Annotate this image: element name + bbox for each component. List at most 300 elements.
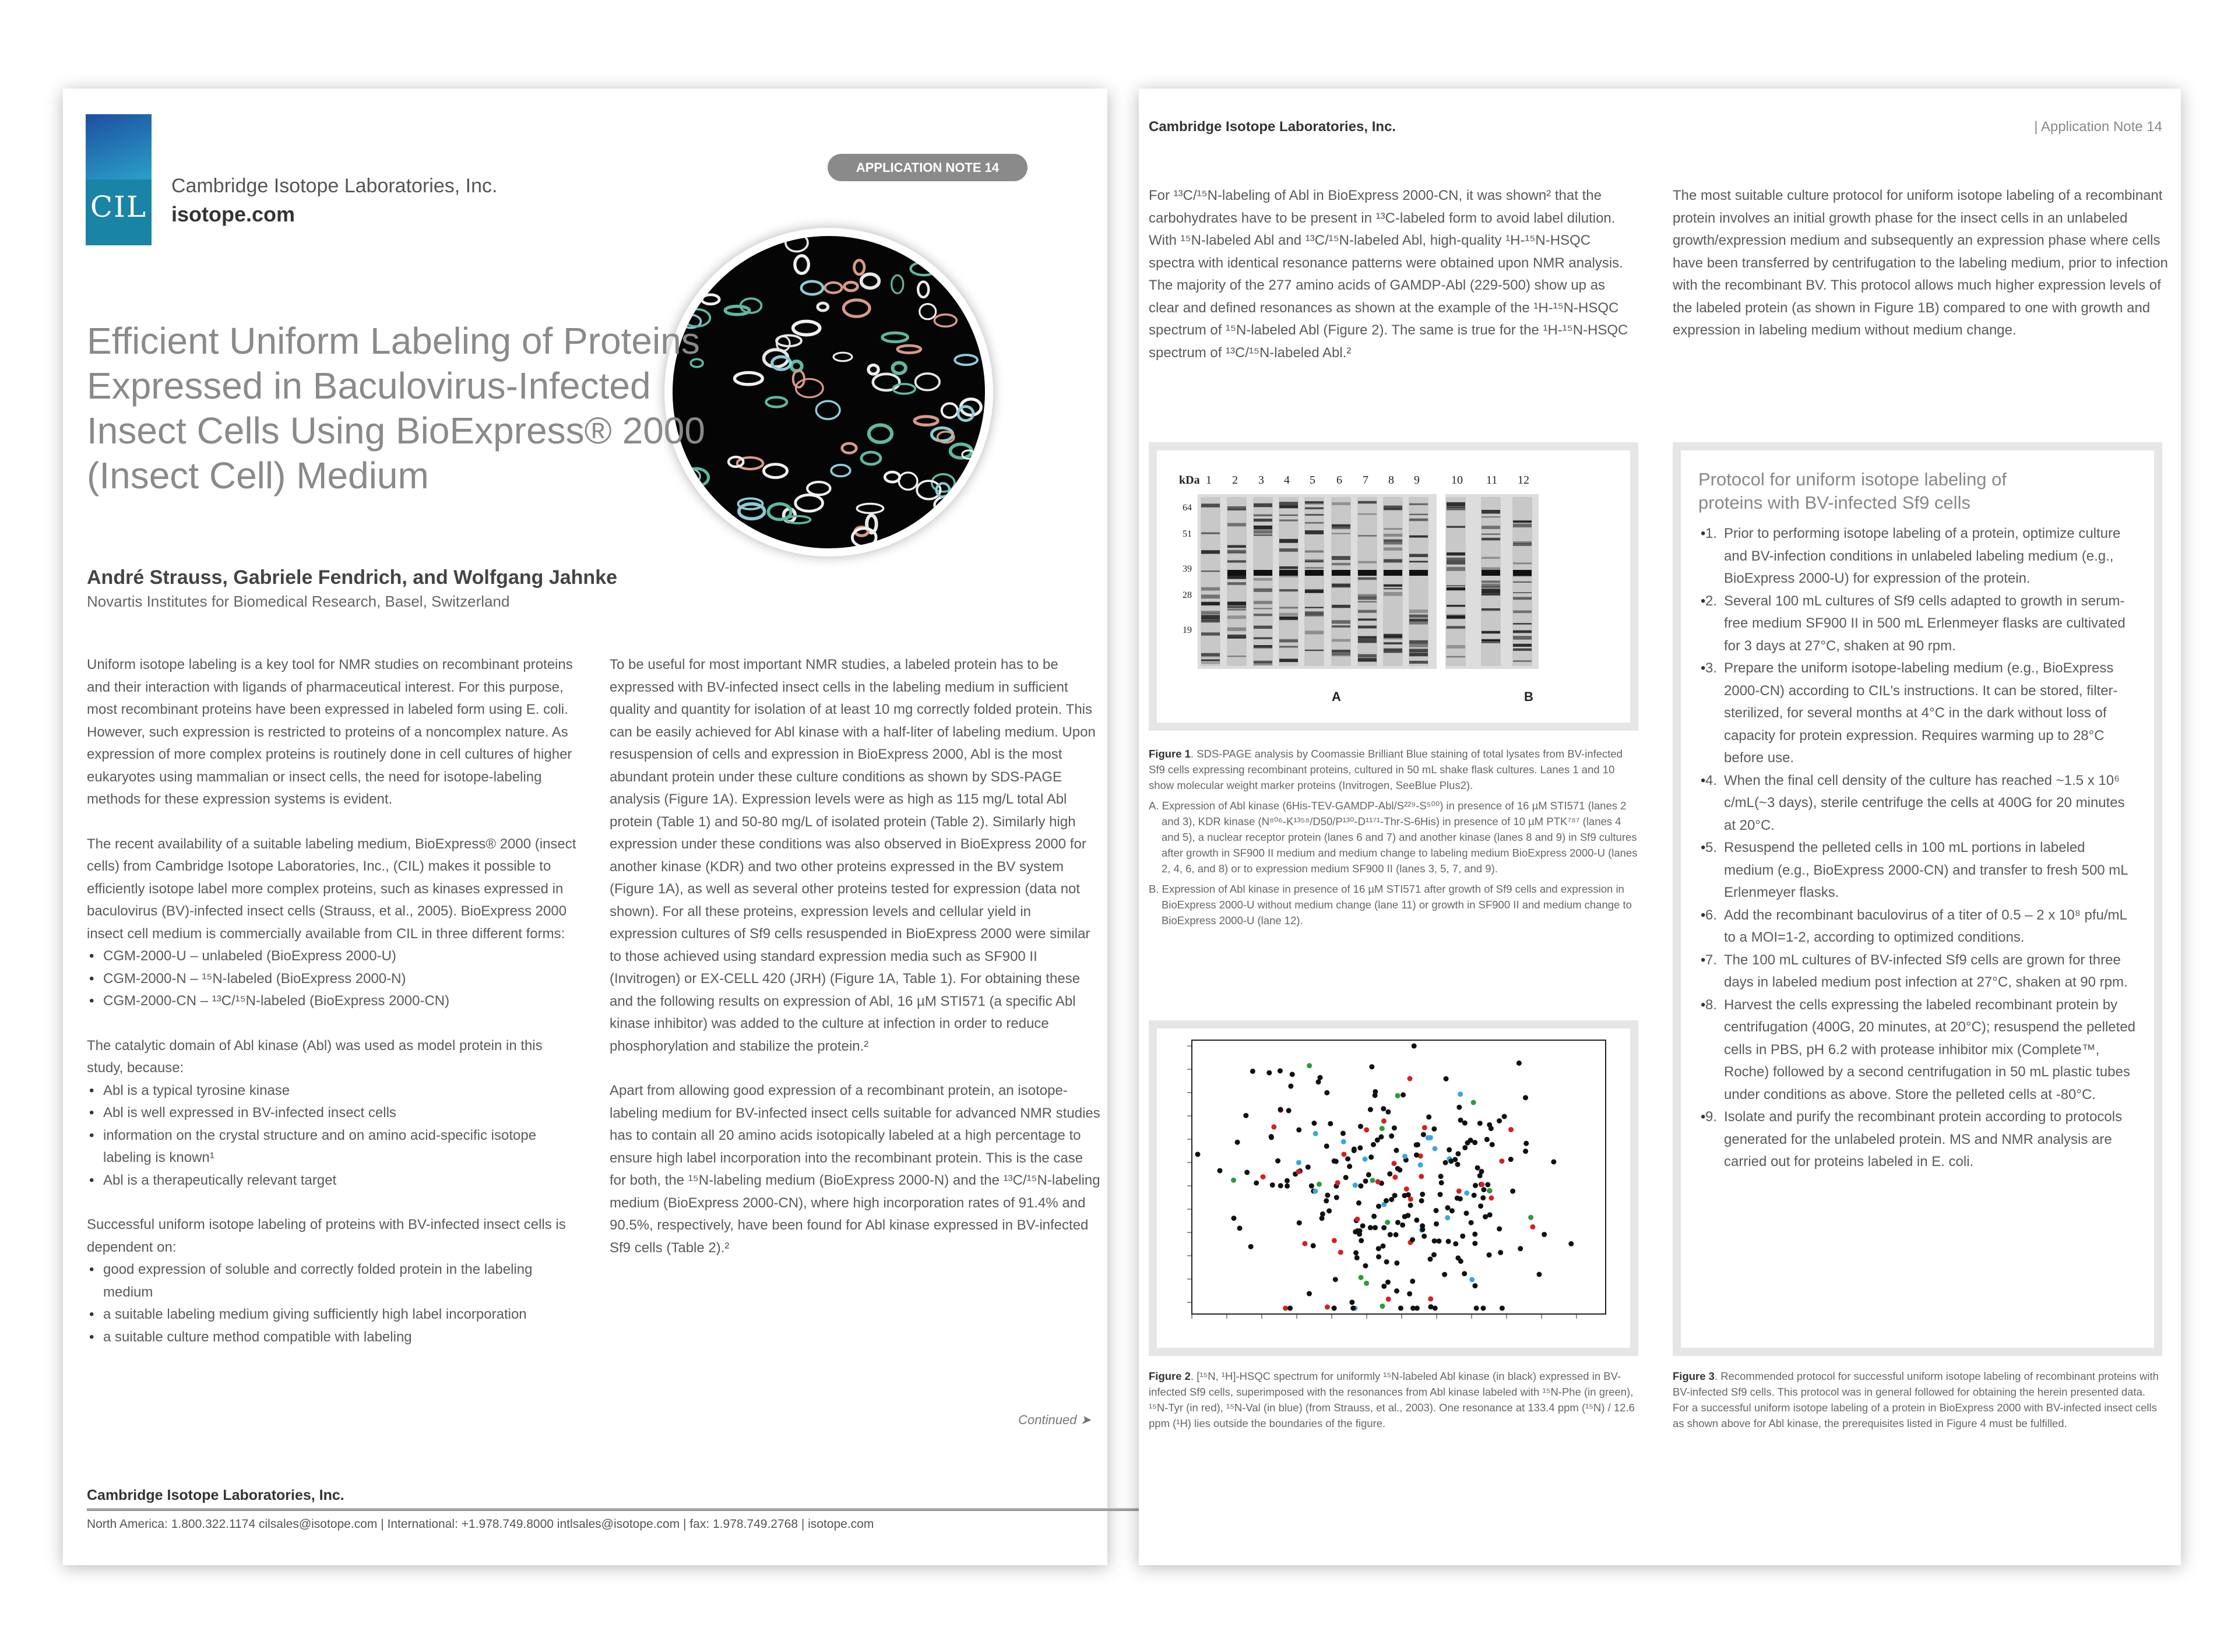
spectrum-peak	[1407, 1291, 1412, 1297]
cell	[793, 321, 820, 334]
spectrum-peak	[1442, 1272, 1447, 1277]
gel-band	[1384, 570, 1402, 576]
gel-band	[1201, 587, 1220, 591]
gel-band	[1513, 597, 1532, 600]
spectrum-peak	[1421, 1132, 1426, 1137]
spectrum-peak	[1438, 1174, 1444, 1179]
spectrum-peak	[1455, 1162, 1460, 1167]
spectrum-peak	[1371, 1214, 1377, 1219]
gel-band	[1279, 589, 1298, 591]
spectrum-peak	[1364, 1127, 1369, 1132]
gel-band	[1305, 508, 1324, 509]
spectrum-peak	[1306, 1164, 1311, 1170]
spectrum-peak	[1353, 1250, 1359, 1255]
mw-marker-label: 28	[1183, 590, 1192, 600]
spectrum-peak	[1508, 1127, 1514, 1132]
spectrum-peak	[1387, 1171, 1392, 1177]
gel-band	[1513, 644, 1532, 647]
gel-band	[1254, 578, 1272, 581]
spectrum-peak	[1431, 1126, 1437, 1132]
spectrum-peak	[1278, 1183, 1283, 1188]
gel-band	[1279, 548, 1298, 552]
spectrum-peak	[1469, 1220, 1474, 1225]
spectrum-peak	[1335, 1180, 1340, 1185]
protocol-step	[1698, 949, 2137, 994]
caption-label: Figure 2	[1149, 1370, 1191, 1382]
cell	[944, 246, 966, 258]
spectrum-peak	[1487, 1252, 1492, 1258]
gel-band	[1227, 575, 1246, 579]
spectrum-peak	[1385, 1280, 1391, 1285]
cell	[673, 310, 681, 317]
gel-band	[1447, 526, 1465, 528]
spectrum-peak	[1433, 1306, 1438, 1311]
spectrum-peak	[1473, 1183, 1478, 1188]
spectrum-peak	[1508, 1157, 1514, 1162]
labeling-paragraph: Apart from allowing good expression of a recombinant protein, an isotope-labeling medium for BV-infected insect cells suitable for advanced NMR studies has to contain all 20 amino acids isotopically labeled at a high percentage to ensure high label incorporation into the recombinant protein. This is the case for both, the ¹⁵N-labeling medium (BioExpress 2000-N) and the ¹³C/¹⁵N-labeling medium (BioExpress 2000-CN), where high incorporation rates of 91.4% and 90.5%, respectively, have been found for Abl kinase expressed in BV-infected Sf9 cells (Table 2).²	[610, 1083, 1100, 1256]
gel-band	[1513, 523, 1532, 527]
gel-band	[1227, 523, 1246, 527]
left-column-2	[610, 654, 1102, 1281]
lane-label: 4	[1284, 474, 1290, 487]
cell	[843, 300, 870, 316]
gel-band	[1358, 501, 1377, 502]
spectrum-peak	[1445, 1205, 1450, 1210]
gel-band	[1482, 592, 1500, 595]
spectrum-peak	[1350, 1306, 1356, 1311]
gel-band	[1482, 567, 1500, 569]
gel-band	[1409, 519, 1428, 522]
spectrum-peak	[1357, 1145, 1363, 1150]
lane-label: 8	[1388, 474, 1394, 487]
spectrum-peak	[1195, 1151, 1201, 1157]
spectrum-peak	[1395, 1166, 1400, 1171]
spectrum-peak	[1523, 1141, 1529, 1146]
spectrum-peak	[1523, 1149, 1528, 1154]
cell	[842, 443, 857, 453]
lane-label: 10	[1451, 474, 1463, 487]
caption-text: . SDS-PAGE analysis by Coomassie Brilliant Blue staining of total lysates from BV-infected Sf9 cells expressing recombinant proteins, cultured in 50 mL shake flask cultures. Lanes 1 and 10 show molecular weight marker proteins (Invitrogen, SeeBlue Plus2).	[1149, 748, 1623, 791]
gel-lane	[1227, 497, 1247, 666]
step-number: • 6.	[1705, 907, 1717, 923]
spectrum-peak	[1271, 1124, 1276, 1129]
spectrum-peak	[1472, 1241, 1477, 1246]
gel-band	[1201, 570, 1220, 572]
cell	[833, 353, 852, 361]
cell	[882, 333, 908, 341]
gel-band	[1482, 526, 1500, 529]
gel-band	[1279, 519, 1298, 521]
cell	[942, 403, 958, 417]
spectrum-peak	[1458, 1118, 1463, 1123]
gel-band	[1201, 659, 1220, 661]
gel-band	[1279, 539, 1298, 543]
kda-label: kDa	[1179, 474, 1200, 487]
gel-band	[1409, 514, 1428, 515]
spectrum-peak	[1498, 1250, 1503, 1255]
spectrum-peak	[1394, 1148, 1399, 1153]
spectrum-peak	[1381, 1225, 1387, 1230]
gel-band	[1254, 637, 1272, 639]
gel-band	[1305, 560, 1324, 562]
spectrum-peak	[1428, 1297, 1433, 1302]
gel-band	[1305, 630, 1324, 634]
cell	[934, 496, 962, 514]
spectrum-peak	[1471, 1100, 1476, 1105]
hsqc-spectrum-plot	[1157, 1028, 1630, 1348]
gel-band	[1482, 516, 1500, 517]
protocol-step	[1698, 770, 2137, 837]
spectrum-peak	[1502, 1114, 1507, 1119]
gel-band	[1358, 513, 1377, 515]
gel-band	[1332, 556, 1350, 560]
step-number: • 2.	[1705, 593, 1717, 609]
step-text: Isolate and purify the recombinant protein according to protocols generated for the unlabeled protein. MS and NMR analysis are carried out for proteins labeled in E. coli.	[1724, 1109, 2123, 1170]
cell	[852, 529, 876, 547]
gel-band	[1384, 584, 1402, 587]
spectrum-peak	[1449, 1208, 1455, 1213]
spectrum-peak	[1332, 1306, 1337, 1311]
gel-band	[1409, 653, 1428, 656]
protocol-step	[1698, 994, 2137, 1107]
gel-band	[1358, 660, 1377, 662]
mw-marker-label: 51	[1183, 529, 1192, 539]
cell	[974, 254, 985, 265]
gel-band	[1384, 637, 1402, 639]
cell	[920, 304, 936, 319]
logo-text: CIL	[90, 190, 147, 224]
cell	[931, 428, 952, 441]
spectrum-peak	[1368, 1107, 1373, 1112]
spectrum-peak	[1285, 1183, 1290, 1189]
gel-band	[1201, 603, 1220, 605]
header-application-note: | Application Note 14	[2034, 119, 2162, 135]
spectrum-peak	[1373, 1225, 1378, 1230]
spectrum-peak	[1370, 1178, 1375, 1183]
gel-band	[1332, 584, 1350, 586]
spectrum-peak	[1530, 1224, 1535, 1230]
plot-frame	[1192, 1040, 1606, 1314]
gel-band	[1305, 567, 1324, 568]
spectrum-peak	[1318, 1075, 1323, 1080]
spectrum-peak	[1384, 1198, 1389, 1203]
list-item: • Abl is a typical tyrosine kinase	[87, 1080, 579, 1102]
continued-link[interactable]: Continued ➤	[1018, 1413, 1091, 1427]
gel-band	[1227, 545, 1246, 548]
gel-band	[1447, 656, 1465, 657]
spectrum-peak	[1438, 1192, 1443, 1197]
spectrum-peak	[1418, 1163, 1423, 1168]
gel-band	[1513, 570, 1532, 576]
spectrum-peak	[1250, 1069, 1255, 1074]
gel-band	[1227, 570, 1246, 576]
spectrum-peak	[1472, 1231, 1477, 1237]
cell	[729, 457, 743, 467]
spectrum-peak	[1237, 1225, 1243, 1231]
gel-band	[1201, 632, 1220, 635]
cell	[911, 262, 937, 275]
cell	[939, 263, 954, 281]
gel-band	[1227, 602, 1246, 605]
gel-band	[1409, 621, 1428, 624]
panel-b-label: B	[1524, 689, 1533, 704]
authors: André Strauss, Gabriele Fendrich, and Wolfgang Jahnke	[87, 566, 618, 589]
protocol-step	[1698, 657, 2137, 770]
spectrum-peak	[1375, 1137, 1380, 1143]
molecule-icon	[86, 114, 152, 179]
right-column-1-text: For ¹³C/¹⁵N-labeling of Abl in BioExpress 2000-CN, it was shown² that the carbohydrates have to be present in ¹³C-labeled form to avoid label dilution. With ¹⁵N-labeled Abl and ¹³C/¹⁵N-labeled Abl, high-quality ¹H-¹⁵N-HSQC spectra with identical resonance patterns were obtained upon NMR analysis. The majority of the 277 amino acids of GAMDP-Abl (229-500) show up as clear and defined resonances as shown at the example of the ¹H-¹⁵N-HSQC spectrum of ¹⁵N-labeled Abl (Figure 2). The same is true for the ¹H-¹⁵N-HSQC spectrum of ¹³C/¹⁵N-labeled Abl.²	[1149, 188, 1628, 361]
cell	[918, 281, 928, 297]
spectrum-peak	[1489, 1195, 1494, 1200]
spectrum-peak	[1528, 1215, 1533, 1220]
spectrum-peak	[1376, 1246, 1381, 1251]
spectrum-peak	[1487, 1188, 1493, 1193]
cell	[948, 248, 965, 259]
spectrum-peak	[1356, 1200, 1361, 1206]
step-text: Resuspend the pelleted cells in 100 mL portions in labeled medium (e.g., BioExpress 2000-CN) and transfer to fresh 500 mL Erlenmeyer flasks.	[1724, 840, 2128, 900]
cell	[861, 452, 881, 464]
spectrum-peak	[1445, 1215, 1450, 1220]
spectrum-peak	[1364, 1281, 1369, 1286]
gel-band	[1305, 614, 1324, 616]
gel-band	[1482, 608, 1500, 611]
figure-1-gel	[1149, 442, 1638, 731]
spectrum-peak	[1288, 1083, 1293, 1089]
gel-band	[1201, 611, 1220, 614]
spectrum-peak	[1483, 1214, 1488, 1220]
gel-band	[1358, 618, 1377, 621]
lane-label: 12	[1518, 474, 1529, 487]
figure-2-caption	[1149, 1368, 1638, 1431]
spectrum-peak	[1349, 1299, 1354, 1305]
cell	[701, 516, 713, 531]
gel-band	[1358, 654, 1377, 658]
cell	[725, 307, 749, 315]
gel-band	[1227, 560, 1246, 562]
spectrum-peak	[1307, 1291, 1312, 1297]
spectrum-peak	[1296, 1127, 1301, 1132]
requirements-paragraph: Successful uniform isotope labeling of proteins with BV-infected insect cells is dependent on:	[87, 1217, 566, 1255]
spectrum-peak	[1472, 1193, 1477, 1198]
spectrum-peak	[1333, 1277, 1338, 1282]
spectrum-peak	[1477, 1121, 1483, 1126]
gel-band	[1447, 561, 1465, 565]
gel-band	[1409, 570, 1428, 576]
spectrum-peak	[1319, 1216, 1325, 1221]
gel-band	[1358, 610, 1377, 613]
spectrum-peak	[1480, 1195, 1486, 1200]
spectrum-peak	[1381, 1118, 1387, 1123]
spectrum-peak	[1388, 1232, 1393, 1237]
gel-band	[1254, 519, 1272, 522]
gel-band	[1227, 628, 1246, 631]
reasons-list	[87, 1080, 579, 1192]
spectrum-peak	[1455, 1255, 1461, 1260]
cell	[914, 417, 938, 425]
spectrum-peak	[1363, 1157, 1368, 1162]
website[interactable]: isotope.com	[171, 202, 295, 226]
spectrum-peak	[1419, 1198, 1424, 1203]
cell	[934, 315, 956, 327]
gel-band	[1254, 526, 1272, 530]
gel-band	[1305, 530, 1324, 534]
spectrum-peak	[1311, 1121, 1317, 1126]
spectrum-peak	[1551, 1159, 1556, 1164]
gel-band	[1201, 503, 1220, 507]
gel-band	[1482, 538, 1500, 541]
gel-band	[1227, 635, 1246, 639]
gel-band	[1447, 558, 1465, 561]
cell	[831, 465, 850, 477]
spectrum-peak	[1235, 1140, 1240, 1145]
list-item: • CGM-2000-N – ¹⁵N-labeled (BioExpress 2000-N)	[87, 968, 579, 991]
cell	[807, 482, 830, 495]
spectrum-peak	[1499, 1158, 1504, 1164]
spectrum-peak	[1261, 1174, 1266, 1179]
spectrum-peak	[1326, 1208, 1332, 1213]
spectrum-peak	[1395, 1093, 1400, 1098]
spectrum-peak	[1338, 1250, 1343, 1255]
right-column-2-text: The most suitable culture protocol for uniform isotope labeling of a recombinant protein involves an initial growth phase for the insect cells in an unlabeled growth/expression medium and subsequently an expression phase where cells have been transferred by centrifugation to the labeling medium, prior to infection with the recombinant BV. This protocol allows much higher expression levels of the labeled protein (as shown in Figure 1B) compared to one with growth and expression in labeling medium without medium change.	[1673, 188, 2168, 338]
lane-label: 2	[1232, 474, 1238, 487]
spectrum-peak	[1386, 1297, 1391, 1302]
spectrum-peak	[1460, 1234, 1465, 1239]
spectrum-peak	[1286, 1108, 1292, 1113]
gel-band	[1279, 646, 1298, 647]
spectrum-peak	[1420, 1192, 1425, 1197]
cell	[796, 495, 823, 511]
gel-band	[1384, 650, 1402, 653]
cell	[854, 260, 864, 274]
gel-band	[1482, 583, 1500, 587]
gel-band	[1513, 520, 1532, 523]
spectrum-peak	[1296, 1160, 1301, 1165]
cell	[793, 371, 804, 388]
cell	[791, 361, 802, 371]
spectrum-peak	[1434, 1221, 1439, 1227]
gel-band	[1279, 515, 1298, 516]
gel-band	[1358, 597, 1377, 600]
gel-band	[1358, 570, 1377, 576]
gel-band	[1332, 625, 1350, 628]
bioexpress-paragraph: The recent availability of a suitable labeling medium, BioExpress® 2000 (insect cells) from Cambridge Isotope Laboratories, Inc., (CIL) makes it possible to efficiently isotope label more complex proteins, such as kinases expressed in baculovirus (BV)-infected insect cells (Strauss, et al., 2005). BioExpress 2000 insect cell medium is commercially available from CIL in three different forms:	[87, 836, 576, 942]
caption-b: B. Expression of Abl kinase in presence of 16 µM STI571 after growth of Sf9 cells and expression in BioExpress 2000-U without medium change (lane 11) or growth in SF900 II and medium change to BioExpress 2000-U (lane 12).	[1149, 883, 1632, 927]
spectrum-peak	[1432, 1146, 1437, 1151]
gel-band	[1384, 588, 1402, 590]
spectrum-peak	[1342, 1151, 1347, 1157]
gel-band	[1227, 656, 1246, 657]
spectrum-peak	[1448, 1158, 1454, 1164]
gel-band	[1201, 532, 1220, 534]
gel-band	[1358, 636, 1377, 639]
gel-band	[1409, 640, 1428, 644]
spectrum-peak	[1406, 1192, 1411, 1197]
mw-marker-label: 19	[1183, 625, 1192, 635]
cell	[885, 472, 900, 482]
gel-band	[1447, 626, 1465, 629]
step-text: Prior to performing isotope labeling of a protein, optimize culture and BV-infection conditions in unlabeled labeling medium (e.g., BioExpress 2000-U) for expression of the protein.	[1724, 526, 2121, 586]
gel-band	[1358, 535, 1377, 536]
gel-band	[1254, 663, 1272, 665]
spectrum-peak	[1464, 1190, 1469, 1196]
gel-band	[1358, 502, 1377, 503]
spectrum-peak	[1410, 1237, 1415, 1242]
spectrum-peak	[1410, 1306, 1416, 1311]
cell	[936, 505, 962, 523]
gel-band	[1482, 631, 1500, 633]
spectrum-peak	[1487, 1122, 1492, 1128]
cell	[868, 365, 878, 374]
lane-label: 9	[1414, 474, 1420, 487]
spectrum-peak	[1458, 1091, 1463, 1097]
spectrum-peak	[1373, 1093, 1378, 1098]
cell	[719, 253, 733, 267]
spectrum-peak	[1296, 1169, 1301, 1174]
gel-band	[1447, 502, 1465, 506]
spectrum-peak	[1343, 1175, 1349, 1180]
abl-paragraph: The catalytic domain of Abl kinase (Abl) was used as model protein in this study, because:	[87, 1037, 543, 1076]
gel-band	[1358, 639, 1377, 640]
gel-band	[1254, 570, 1272, 576]
spectrum-peak	[1456, 1105, 1462, 1110]
spectrum-peak	[1432, 1238, 1437, 1244]
spectrum-peak	[1422, 1125, 1427, 1130]
spectrum-peak	[1523, 1095, 1528, 1100]
spectrum-peak	[1375, 1179, 1381, 1184]
spectrum-peak	[1404, 1186, 1409, 1192]
spectrum-peak	[1366, 1172, 1371, 1178]
cell	[673, 519, 680, 528]
cell	[795, 256, 808, 273]
spectrum-peak	[1478, 1203, 1483, 1209]
spectrum-peak	[1353, 1229, 1358, 1234]
spectrum-peak	[1324, 1143, 1329, 1149]
spectrum-peak	[1479, 1182, 1484, 1187]
spectrum-peak	[1354, 1255, 1360, 1260]
gel-band	[1201, 594, 1220, 598]
lane-label: 1	[1206, 474, 1212, 487]
spectrum-peak	[1363, 1178, 1368, 1183]
spectrum-peak	[1392, 1175, 1398, 1180]
spectrum-peak	[1415, 1142, 1420, 1147]
protocol-steps	[1698, 523, 2137, 1174]
spectrum-peak	[1426, 1135, 1431, 1140]
cell	[734, 372, 762, 384]
spectrum-peak	[1412, 1044, 1417, 1049]
cell	[844, 282, 858, 290]
spectrum-peak	[1462, 1121, 1468, 1126]
gel-band	[1279, 639, 1298, 642]
gel-band	[1279, 566, 1298, 569]
spectrum-peak	[1407, 1076, 1413, 1081]
spectrum-peak	[1439, 1180, 1444, 1185]
intro-paragraph: Uniform isotope labeling is a key tool for NMR studies on recombinant proteins and their interaction with ligands of pharmaceutical interest. For this purpose, most recombinant proteins have been expressed in labeled form using E. coli. However, such expression is restricted to proteins of a noncomplex nature. As expression of more complex proteins is routinely done in cell cultures of higher eukaryotes using mammalian or insect cells, the need for isotope-labeling methods for these expression systems is evident.	[87, 657, 573, 807]
spectrum-peak	[1447, 1147, 1452, 1153]
caption-label: Figure 1	[1149, 748, 1191, 760]
gel-band	[1482, 534, 1500, 535]
spectrum-peak	[1481, 1187, 1486, 1192]
cell	[724, 236, 744, 252]
cell	[786, 516, 810, 523]
spectrum-peak	[1408, 1203, 1413, 1208]
gel-band	[1201, 663, 1220, 664]
gel-band	[1279, 607, 1298, 608]
spectrum-peak	[1428, 1256, 1433, 1262]
spectrum-peak	[1453, 1241, 1458, 1246]
step-number: • 4.	[1705, 772, 1717, 788]
step-text: Harvest the cells expressing the labeled recombinant protein by centrifugation (400G, 20 minutes, at 20°C); resuspend the pelleted cells in PBS, pH 6.2 with protease inhibitor mix (Complete™, Roche) followed by a second centrifugation in 50 mL plastic tubes under conditions as above. Store the pelleted cells at -80°C.	[1724, 996, 2136, 1102]
spectrum-peak	[1516, 1061, 1522, 1066]
